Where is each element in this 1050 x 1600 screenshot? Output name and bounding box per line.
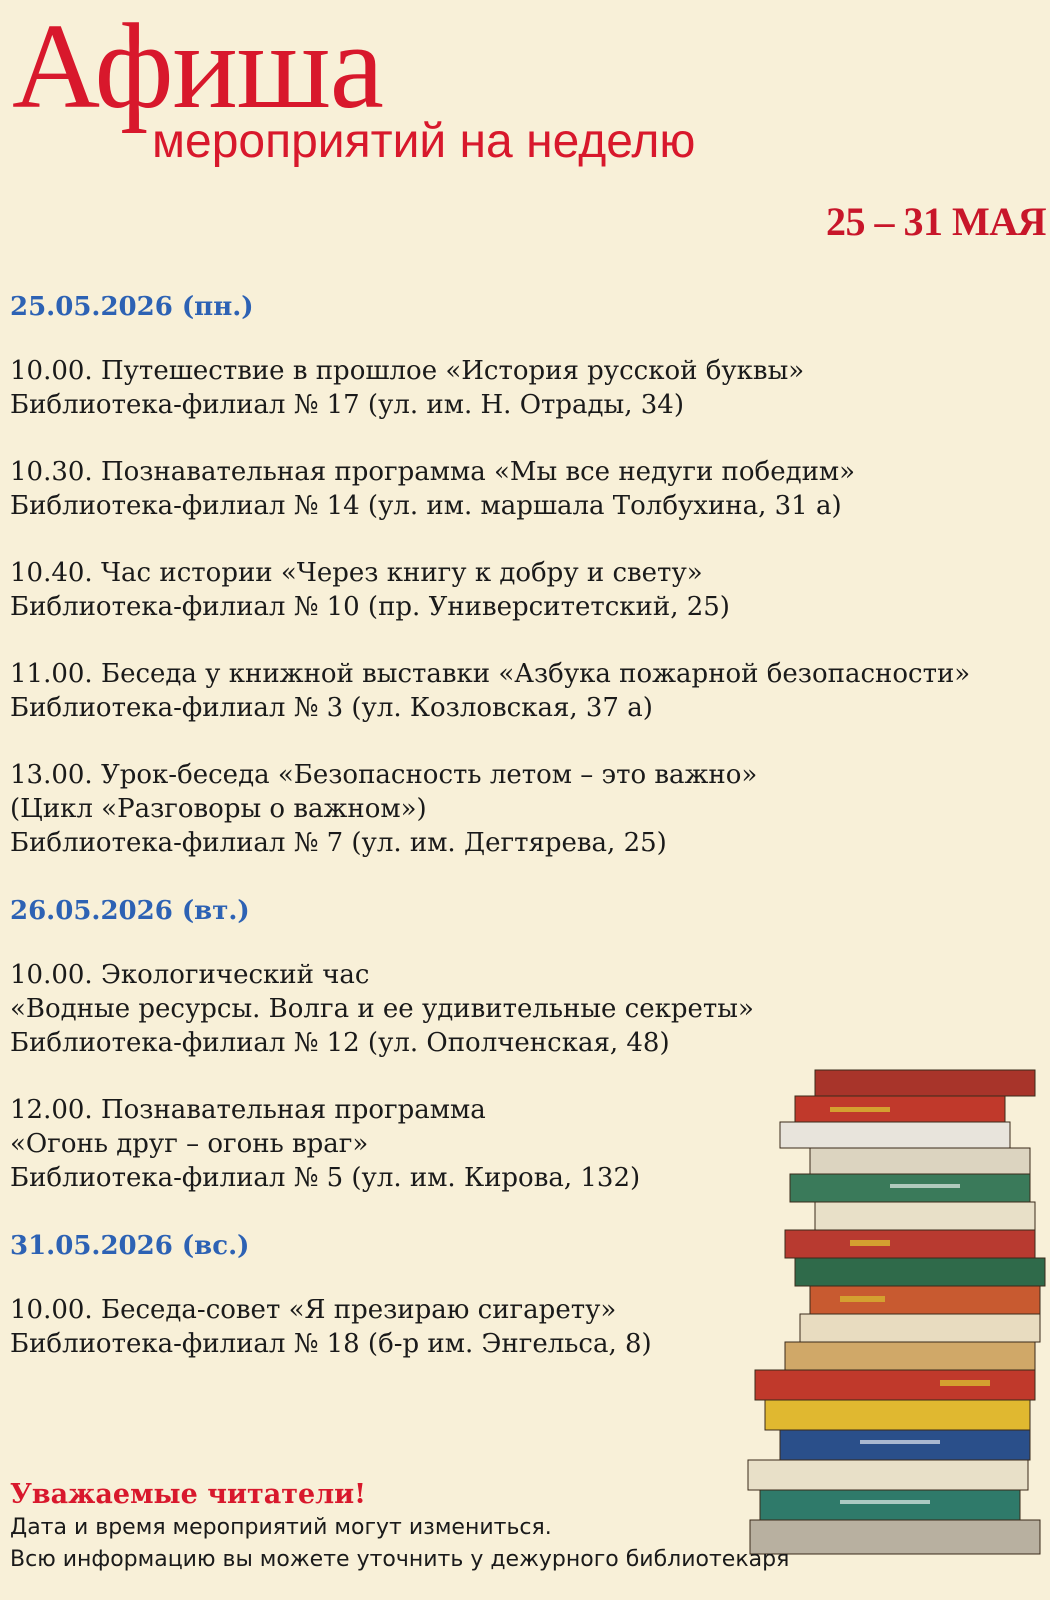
event-location: Библиотека-филиал № 18 (б-р им. Энгельса, 8) bbox=[10, 1329, 652, 1359]
poster-header bbox=[0, 0, 1050, 260]
reader-notice bbox=[10, 1478, 910, 1576]
day-date: 31.05.2026 (вс.) bbox=[10, 1231, 250, 1261]
event-subtitle: «Огонь друг – огонь враг» bbox=[10, 1129, 369, 1159]
event-item bbox=[10, 657, 1010, 725]
event-item bbox=[10, 354, 1010, 422]
event-item bbox=[10, 455, 1010, 523]
event-location: Библиотека-филиал № 12 (ул. Ополченская, 48) bbox=[10, 1028, 670, 1058]
event-title: 12.00. Познавательная программа bbox=[10, 1095, 486, 1125]
event-location: Библиотека-филиал № 7 (ул. им. Дегтярева, 25) bbox=[10, 828, 667, 858]
event-title: 11.00. Беседа у книжной выставки «Азбука пожарной безопасности» bbox=[10, 659, 971, 689]
day-block bbox=[10, 290, 1010, 860]
notice-title: Уважаемые читатели! bbox=[10, 1479, 367, 1510]
event-subtitle: «Водные ресурсы. Волга и ее удивительные секреты» bbox=[10, 994, 754, 1024]
poster-subtitle: мероприятий на неделю bbox=[152, 115, 696, 168]
poster-title: Афиша bbox=[12, 0, 383, 134]
date-range: 25 – 31 МАЯ bbox=[825, 199, 1046, 244]
event-location: Библиотека-филиал № 10 (пр. Университетский, 25) bbox=[10, 592, 730, 622]
event-title: 13.00. Урок-беседа «Безопасность летом – это важно» bbox=[10, 760, 758, 790]
event-title: 10.30. Познавательная программа «Мы все недуги победим» bbox=[10, 457, 856, 487]
notice-line: Всю информацию вы можете уточнить у дежурного библиотекаря bbox=[10, 1547, 790, 1572]
event-location: Библиотека-филиал № 14 (ул. им. маршала Толбухина, 31 а) bbox=[10, 491, 842, 521]
day-date: 25.05.2026 (пн.) bbox=[10, 292, 254, 322]
event-location: Библиотека-филиал № 3 (ул. Козловская, 37 а) bbox=[10, 693, 653, 723]
day-date: 26.05.2026 (вт.) bbox=[10, 896, 250, 926]
event-title: 10.00. Путешествие в прошлое «История русской буквы» bbox=[10, 356, 805, 386]
event-location: Библиотека-филиал № 5 (ул. им. Кирова, 132) bbox=[10, 1163, 641, 1193]
event-item bbox=[10, 758, 1010, 860]
event-item bbox=[10, 958, 1010, 1060]
event-item bbox=[10, 556, 1010, 624]
event-title: 10.00. Экологический час bbox=[10, 960, 370, 990]
event-location: Библиотека-филиал № 17 (ул. им. Н. Отрады, 34) bbox=[10, 390, 684, 420]
event-title: 10.00. Беседа-совет «Я презираю сигарету» bbox=[10, 1295, 617, 1325]
notice-line: Дата и время мероприятий могут измениться. bbox=[10, 1515, 552, 1540]
event-title: 10.40. Час истории «Через книгу к добру и свету» bbox=[10, 558, 703, 588]
event-series: (Цикл «Разговоры о важном») bbox=[10, 794, 427, 824]
